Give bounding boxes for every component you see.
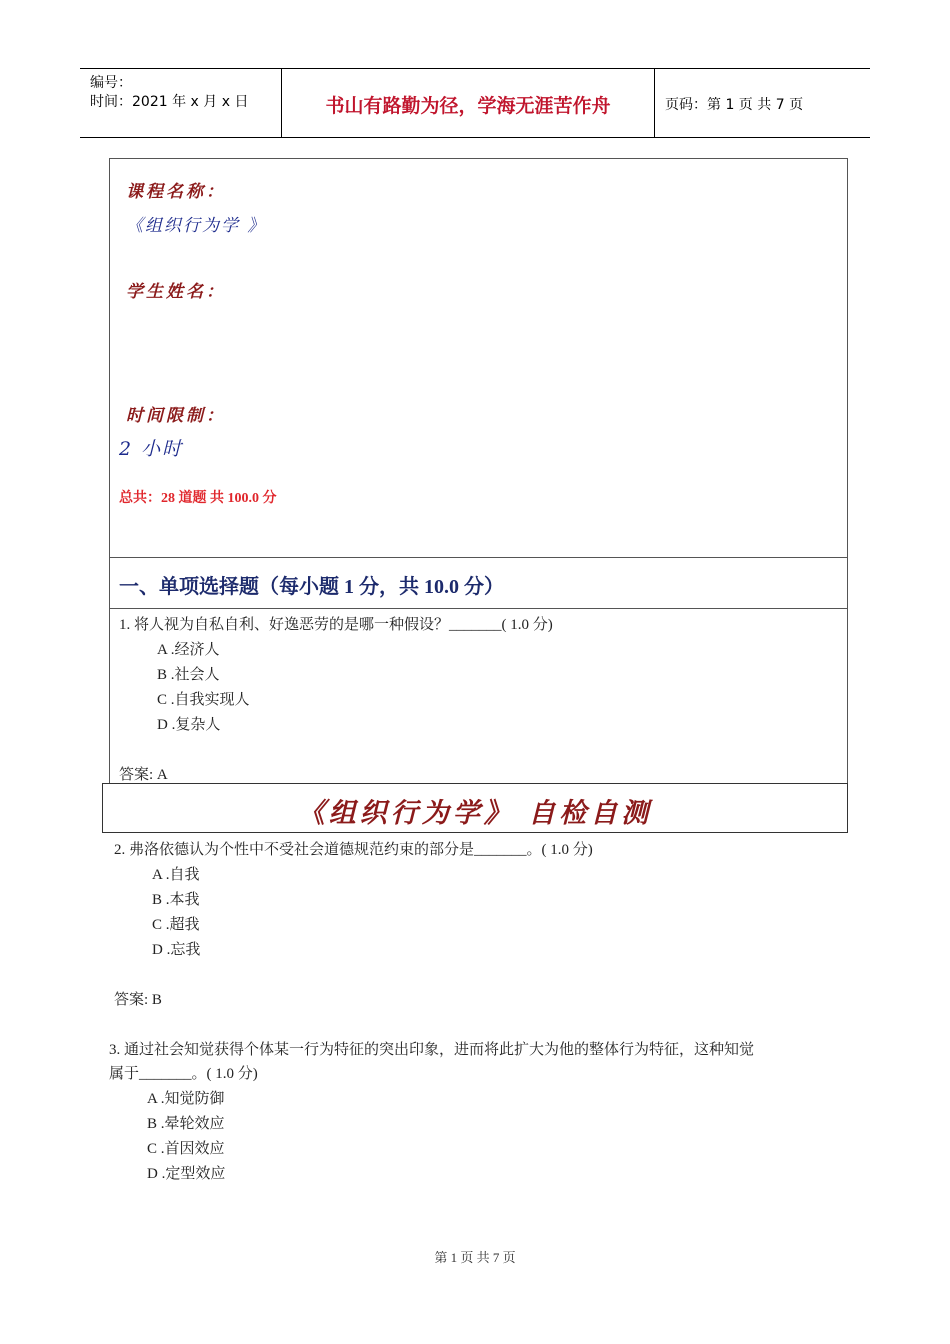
option-b: B .晕轮效应 <box>147 1116 225 1132</box>
header-motto-cell <box>282 69 655 137</box>
serial-label: 编号： <box>90 75 132 91</box>
question-text: 3. 通过社会知觉获得个体某一行为特征的突出印象，进而将此扩大为他的整体行为特征，这种知觉 <box>109 1042 755 1058</box>
course-name: 《组织行为学 》 <box>126 216 267 236</box>
question-text-continued: 属于_______。( 1.0 分) <box>109 1066 258 1082</box>
header-meta-cell <box>80 69 282 137</box>
time-limit-label: 时间限制： <box>126 406 226 426</box>
course-info-box <box>109 158 848 785</box>
date-label: 时间：2021 年 x 月 x 日 <box>90 94 249 110</box>
option-b: B .本我 <box>152 892 200 908</box>
student-label: 学生姓名： <box>126 282 226 302</box>
option-c: C .自我实现人 <box>157 692 250 708</box>
page-footer: 第 1 页 共 7 页 <box>434 1250 516 1265</box>
answer: 答案: A <box>119 767 168 783</box>
option-b: B .社会人 <box>157 667 220 683</box>
motto: 书山有路勤为径，学海无涯苦作舟 <box>325 95 611 117</box>
option-d: D .复杂人 <box>157 717 221 733</box>
option-a: A .知觉防御 <box>147 1091 225 1107</box>
banner-title: 《组织行为学》 自检自测 <box>297 798 653 829</box>
answer: 答案: B <box>114 992 162 1008</box>
option-a: A .经济人 <box>157 642 220 658</box>
total-summary: 总共：28 道题 共 100.0 分 <box>119 491 277 506</box>
option-c: C .首因效应 <box>147 1141 225 1157</box>
option-a: A .自我 <box>152 867 200 883</box>
question-text: 2. 弗洛依德认为个性中不受社会道德规范约束的部分是_______。( 1.0 分) <box>114 842 593 858</box>
divider <box>110 557 847 558</box>
title-banner <box>102 783 848 833</box>
page-info: 页码：第 1 页 共 7 页 <box>665 97 804 113</box>
page-header <box>80 68 870 138</box>
option-c: C .超我 <box>152 917 200 933</box>
option-d: D .定型效应 <box>147 1166 226 1182</box>
time-limit-value: 2 小时 <box>119 438 184 460</box>
course-label: 课程名称： <box>126 182 226 202</box>
section-title: 一、单项选择题（每小题 1 分，共 10.0 分） <box>119 576 504 598</box>
question-text: 1. 将人视为自私自利、好逸恶劳的是哪一种假设？_______( 1.0 分) <box>119 617 553 633</box>
header-page-cell <box>655 69 870 137</box>
divider <box>110 608 847 609</box>
option-d: D .忘我 <box>152 942 201 958</box>
